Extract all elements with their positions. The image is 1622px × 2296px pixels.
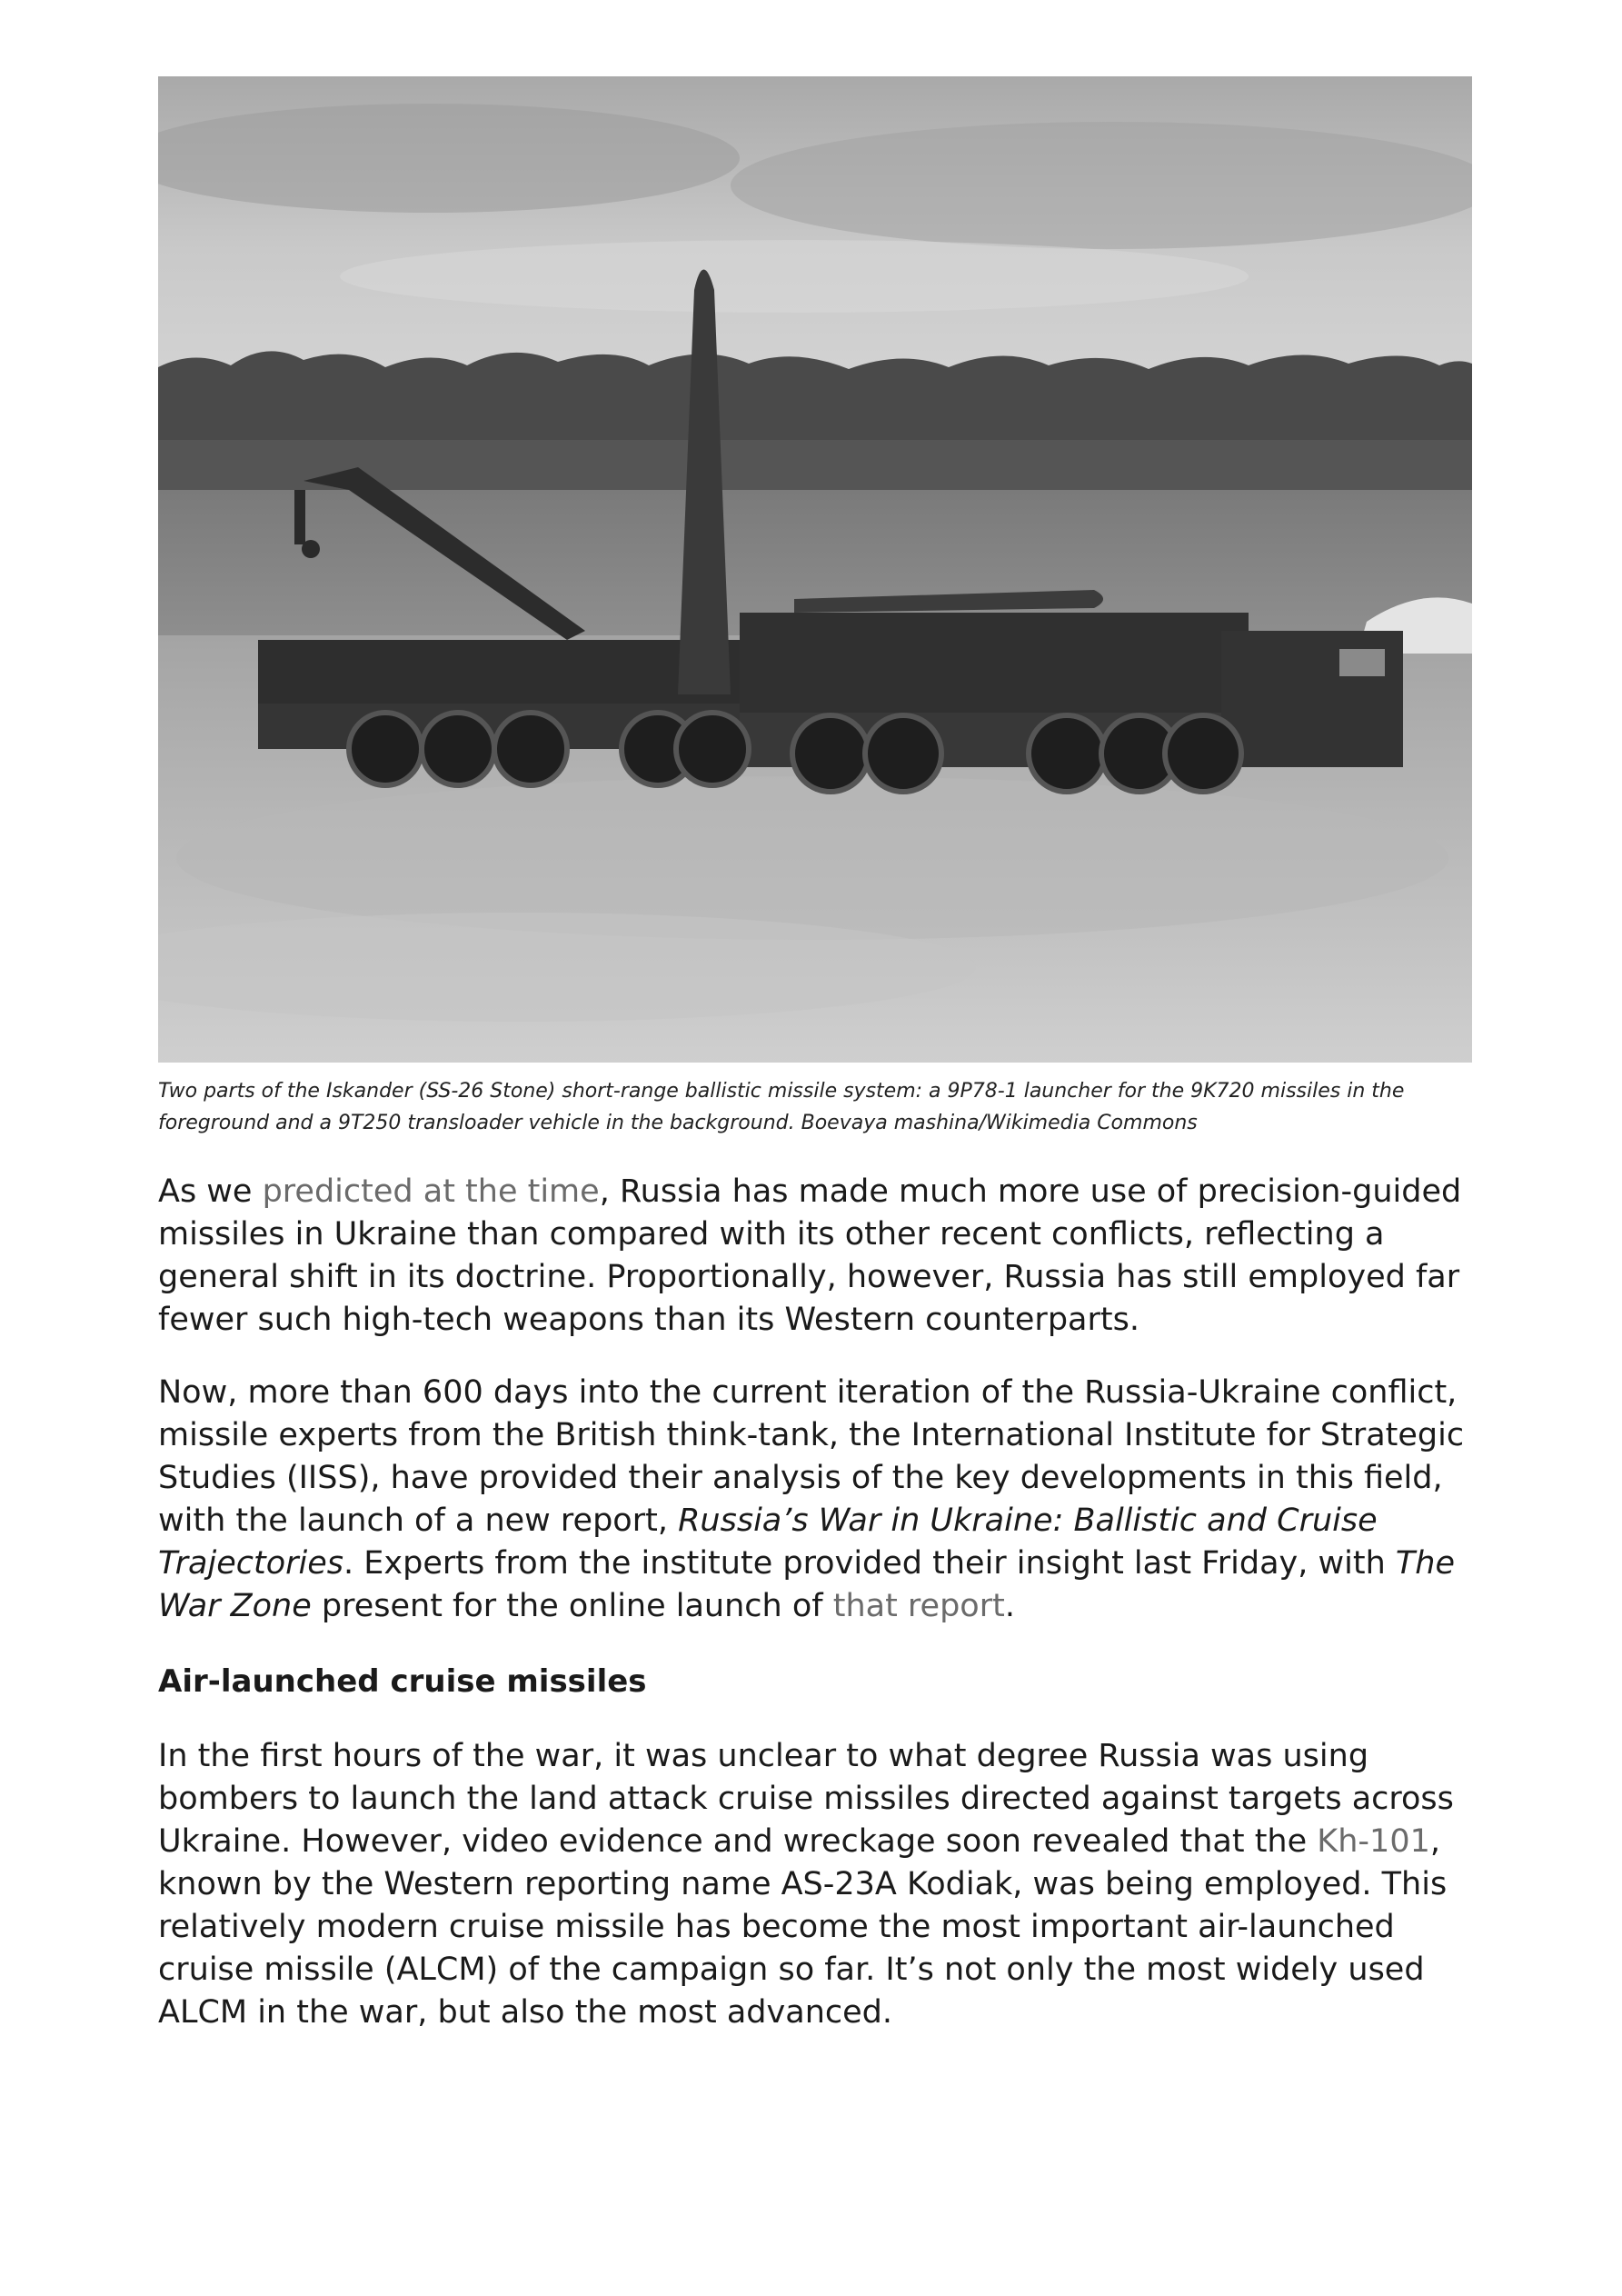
photo-iskander: [158, 76, 1472, 1063]
paragraph-2-text-c: present for the online launch of: [311, 1588, 833, 1624]
paragraph-2-text-d: .: [1004, 1588, 1015, 1624]
article: [158, 76, 1472, 2034]
paragraph-1-text-b: , Russia has made much more use of precision-guided missiles in Ukraine than compared with its other recent conflicts, reflecting a general shift in its doctrine. Proportionally, however, Russia has still employed far fewer such high-tech weapons than its Western counterparts.: [158, 1173, 1462, 1338]
paragraph-3-text-a: In the first hours of the war, it was unclear to what degree Russia was using bombers to launch the land attack cruise missiles directed against targets across Ukraine. However, video evidence and wreckage soon revealed that the: [158, 1738, 1454, 1860]
publication-name: The War Zone: [158, 1545, 1455, 1624]
link-kh-101[interactable]: Kh-101: [1317, 1823, 1430, 1860]
link-that-report[interactable]: that report: [832, 1588, 1005, 1624]
link-predicted-at-the-time[interactable]: predicted at the time: [262, 1173, 600, 1210]
section-heading: Air-launched cruise missiles: [158, 1663, 647, 1700]
paragraph-2: [158, 1372, 1472, 1628]
paragraph-2-text-a: Now, more than 600 days into the current iteration of the Russia-Ukraine conflict, missile experts from the British think-tank, the International Institute for Strategic Studies (IISS), have provided their analysis of the key developments in this field, with the launch of a new report,: [158, 1374, 1465, 1539]
paragraph-2-text-b: . Experts from the institute provided their insight last Friday, with: [343, 1545, 1396, 1582]
paragraph-1-text-a: As we: [158, 1173, 263, 1210]
photo-caption: Two parts of the Iskander (SS-26 Stone) short-range ballistic missile system: a 9P78-1 launcher for the 9K720 missiles in the foreground and a 9T250 transloader vehicle in the background. Boevaya mashina/Wikimedia Commons: [158, 1080, 1405, 1134]
paragraph-1: [158, 1171, 1472, 1342]
report-title: Russia’s War in Ukraine: Ballistic and Cruise Trajectories: [158, 1502, 1378, 1582]
paragraph-3: [158, 1735, 1472, 2034]
paragraph-3-text-b: , known by the Western reporting name AS-23A Kodiak, was being employed. This relatively modern cruise missile has become the most important air-launched cruise missile (ALCM) of the campaign so far. It’s not only the most widely used ALCM in the war, but also the most advanced.: [158, 1823, 1448, 2031]
